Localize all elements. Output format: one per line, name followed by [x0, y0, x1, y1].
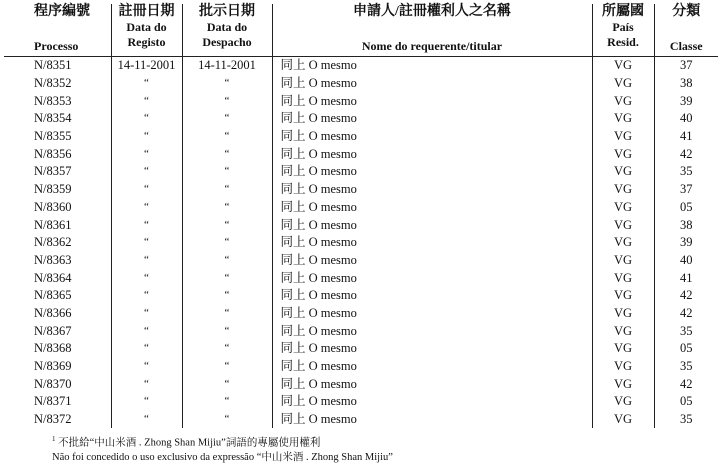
- table-row: [4, 252, 718, 270]
- cell-processo: N/8367: [4, 322, 111, 340]
- cell-classe: 05: [680, 394, 693, 409]
- cell-registo: “: [111, 287, 182, 305]
- cell-processo: N/8372: [4, 411, 111, 429]
- cell-nome: 同上 O mesmo: [272, 411, 592, 429]
- cell-despacho: “: [182, 199, 272, 217]
- footnote-marker: 1: [52, 435, 56, 443]
- cell-classe: 35: [680, 323, 693, 338]
- cell-despacho: “: [182, 216, 272, 234]
- cell-processo: N/8351: [4, 57, 111, 75]
- header-registo-zh: 註冊日期: [118, 4, 175, 19]
- cell-nome: 同上 O mesmo: [272, 145, 592, 163]
- cell-processo: N/8365: [4, 287, 111, 305]
- cell-pais: VG: [592, 199, 654, 217]
- cell-despacho: “: [182, 411, 272, 429]
- cell-despacho: “: [182, 393, 272, 411]
- cell-nome: 同上 O mesmo: [272, 216, 592, 234]
- cell-pais: VG: [592, 322, 654, 340]
- header-registo: [111, 4, 182, 57]
- cell-despacho: “: [182, 269, 272, 287]
- table-row: [4, 92, 718, 110]
- cell-nome: 同上 O mesmo: [272, 358, 592, 376]
- cell-nome: 同上 O mesmo: [272, 234, 592, 252]
- cell-registo: “: [111, 75, 182, 93]
- table-row: [4, 305, 718, 323]
- cell-nome: 同上 O mesmo: [272, 92, 592, 110]
- table-row: [4, 269, 718, 287]
- table-row: [4, 216, 718, 234]
- cell-despacho: “: [182, 340, 272, 358]
- cell-pais: VG: [592, 145, 654, 163]
- cell-processo: N/8363: [4, 252, 111, 270]
- cell-pais: VG: [592, 163, 654, 181]
- cell-classe: 39: [680, 93, 693, 108]
- header-classe-pt: Classe: [669, 39, 703, 53]
- cell-classe: 42: [680, 146, 693, 161]
- header-registo-pt2: Registo: [127, 35, 166, 49]
- table-row: [4, 75, 718, 93]
- cell-classe: 37: [680, 58, 693, 73]
- cell-pais: VG: [592, 216, 654, 234]
- table-row: [4, 110, 718, 128]
- cell-registo: “: [111, 163, 182, 181]
- cell-pais: VG: [592, 75, 654, 93]
- cell-despacho: “: [182, 234, 272, 252]
- table-row: [4, 57, 718, 75]
- header-despacho-pt1: Data do: [206, 20, 248, 34]
- footnote-zh: 不批給“中山米酒 . Zhong Shan Mijiu”詞語的專屬使用權利: [58, 437, 321, 449]
- header-classe: [654, 4, 718, 57]
- cell-pais: VG: [592, 358, 654, 376]
- table-row: [4, 145, 718, 163]
- header-pais-zh: 所屬國: [602, 4, 644, 19]
- cell-pais: VG: [592, 128, 654, 146]
- footnote-pt: Não foi concedido o uso exclusivo da expressão “中山米酒 . Zhong Shan Mijiu”: [52, 451, 393, 463]
- cell-processo: N/8357: [4, 163, 111, 181]
- cell-despacho: “: [182, 287, 272, 305]
- header-despacho: [182, 4, 272, 57]
- cell-processo: N/8359: [4, 181, 111, 199]
- cell-despacho: “: [182, 375, 272, 393]
- table-row: [4, 358, 718, 376]
- cell-registo: “: [111, 181, 182, 199]
- cell-despacho: “: [182, 92, 272, 110]
- cell-pais: VG: [592, 92, 654, 110]
- cell-processo: N/8369: [4, 358, 111, 376]
- cell-pais: VG: [592, 252, 654, 270]
- cell-nome: 同上 O mesmo: [272, 393, 592, 411]
- header-processo-pt: Processo: [34, 39, 79, 53]
- cell-registo: “: [111, 216, 182, 234]
- table-row: [4, 411, 718, 429]
- table-row: [4, 181, 718, 199]
- table-body: [4, 57, 718, 429]
- cell-classe: 35: [680, 412, 693, 427]
- cell-registo: “: [111, 269, 182, 287]
- cell-processo: N/8361: [4, 216, 111, 234]
- cell-despacho: “: [182, 252, 272, 270]
- cell-processo: N/8362: [4, 234, 111, 252]
- header-registo-pt1: Data do: [126, 20, 167, 34]
- cell-processo: N/8354: [4, 110, 111, 128]
- cell-classe: 38: [680, 217, 693, 232]
- table-header: [4, 4, 718, 57]
- cell-registo: “: [111, 305, 182, 323]
- table-row: [4, 199, 718, 217]
- cell-pais: VG: [592, 57, 654, 75]
- cell-registo: “: [111, 322, 182, 340]
- cell-classe: 41: [680, 129, 693, 144]
- cell-registo: “: [111, 145, 182, 163]
- cell-classe: 40: [680, 252, 693, 267]
- cell-pais: VG: [592, 269, 654, 287]
- cell-pais: VG: [592, 110, 654, 128]
- trademark-register-table: [4, 4, 718, 428]
- cell-despacho: “: [182, 145, 272, 163]
- cell-nome: 同上 O mesmo: [272, 128, 592, 146]
- cell-pais: VG: [592, 234, 654, 252]
- cell-pais: VG: [592, 181, 654, 199]
- header-processo: [4, 4, 111, 57]
- cell-pais: VG: [592, 287, 654, 305]
- cell-pais: VG: [592, 375, 654, 393]
- cell-nome: 同上 O mesmo: [272, 340, 592, 358]
- cell-despacho: “: [182, 128, 272, 146]
- cell-nome: 同上 O mesmo: [272, 75, 592, 93]
- cell-classe: 40: [680, 111, 693, 126]
- cell-classe: 41: [680, 270, 693, 285]
- cell-registo: “: [111, 375, 182, 393]
- cell-classe: 38: [680, 76, 693, 91]
- table-row: [4, 287, 718, 305]
- cell-despacho: “: [182, 75, 272, 93]
- cell-nome: 同上 O mesmo: [272, 305, 592, 323]
- table-row: [4, 340, 718, 358]
- cell-processo: N/8368: [4, 340, 111, 358]
- header-pais-pt1: País: [612, 20, 634, 34]
- cell-registo: “: [111, 358, 182, 376]
- cell-classe: 39: [680, 235, 693, 250]
- cell-processo: N/8352: [4, 75, 111, 93]
- cell-processo: N/8356: [4, 145, 111, 163]
- footnote-zh-line: [52, 432, 393, 451]
- cell-nome: 同上 O mesmo: [272, 269, 592, 287]
- cell-despacho: 14-11-2001: [182, 57, 272, 75]
- header-pais-pt2: Resid.: [607, 35, 639, 49]
- cell-classe: 05: [680, 341, 693, 356]
- header-processo-zh: 程序編號: [34, 4, 90, 19]
- table-row: [4, 375, 718, 393]
- cell-classe: 42: [680, 288, 693, 303]
- cell-registo: “: [111, 92, 182, 110]
- cell-registo: “: [111, 393, 182, 411]
- cell-nome: 同上 O mesmo: [272, 322, 592, 340]
- cell-nome: 同上 O mesmo: [272, 252, 592, 270]
- cell-classe: 35: [680, 359, 693, 374]
- table-row: [4, 393, 718, 411]
- cell-despacho: “: [182, 358, 272, 376]
- header-despacho-pt2: Despacho: [202, 35, 252, 49]
- cell-despacho: “: [182, 110, 272, 128]
- cell-nome: 同上 O mesmo: [272, 163, 592, 181]
- cell-nome: 同上 O mesmo: [272, 375, 592, 393]
- cell-registo: “: [111, 340, 182, 358]
- cell-classe: 42: [680, 305, 693, 320]
- header-despacho-zh: 批示日期: [199, 4, 255, 19]
- header-requerente: [272, 4, 592, 57]
- cell-registo: “: [111, 128, 182, 146]
- cell-pais: VG: [592, 340, 654, 358]
- cell-nome: 同上 O mesmo: [272, 287, 592, 305]
- cell-registo: “: [111, 234, 182, 252]
- cell-processo: N/8353: [4, 92, 111, 110]
- cell-classe: 42: [680, 376, 693, 391]
- cell-pais: VG: [592, 305, 654, 323]
- cell-registo: “: [111, 110, 182, 128]
- cell-classe: 35: [680, 164, 693, 179]
- cell-processo: N/8364: [4, 269, 111, 287]
- cell-processo: N/8360: [4, 199, 111, 217]
- cell-nome: 同上 O mesmo: [272, 181, 592, 199]
- table-row: [4, 128, 718, 146]
- footnote: [52, 432, 393, 465]
- table-row: [4, 163, 718, 181]
- cell-processo: N/8371: [4, 393, 111, 411]
- table-row: [4, 322, 718, 340]
- cell-processo: N/8370: [4, 375, 111, 393]
- cell-nome: 同上 O mesmo: [272, 57, 592, 75]
- cell-classe: 05: [680, 199, 693, 214]
- header-requerente-zh: 申請人/註冊權利人之名稱: [353, 4, 511, 19]
- cell-nome: 同上 O mesmo: [272, 199, 592, 217]
- cell-despacho: “: [182, 322, 272, 340]
- header-pais: [592, 4, 654, 57]
- register-document: [4, 4, 718, 428]
- cell-registo: “: [111, 252, 182, 270]
- cell-nome: 同上 O mesmo: [272, 110, 592, 128]
- header-requerente-pt: Nome do requerente/titular: [361, 39, 503, 53]
- cell-despacho: “: [182, 181, 272, 199]
- cell-despacho: “: [182, 305, 272, 323]
- cell-pais: VG: [592, 393, 654, 411]
- cell-registo: “: [111, 199, 182, 217]
- header-classe-zh: 分類: [672, 4, 701, 19]
- table-row: [4, 234, 718, 252]
- cell-despacho: “: [182, 163, 272, 181]
- cell-processo: N/8366: [4, 305, 111, 323]
- cell-processo: N/8355: [4, 128, 111, 146]
- cell-registo: “: [111, 411, 182, 429]
- cell-pais: VG: [592, 411, 654, 429]
- cell-classe: 37: [680, 182, 693, 197]
- cell-registo: 14-11-2001: [111, 57, 182, 75]
